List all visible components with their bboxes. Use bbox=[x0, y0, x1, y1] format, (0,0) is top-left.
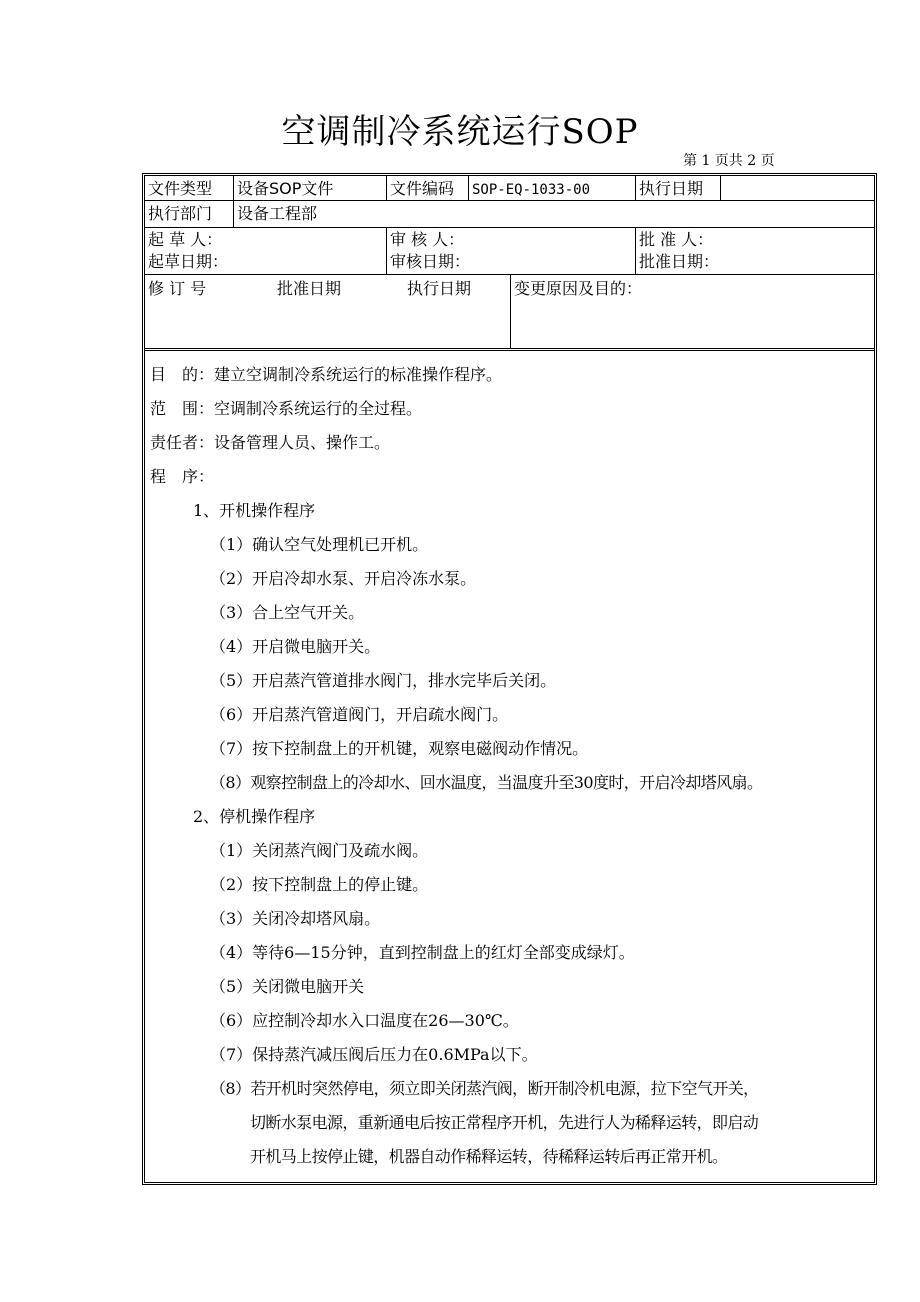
drafter-label: 起 草 人： bbox=[148, 230, 223, 249]
responsible: 责任者：设备管理人员、操作工。 bbox=[150, 433, 391, 452]
exec-date-label: 执行日期 bbox=[639, 179, 704, 198]
list-item: （6）开启蒸汽管道阀门，开启疏水阀门。 bbox=[210, 705, 509, 724]
change-reason-label: 变更原因及目的： bbox=[514, 279, 643, 298]
divider bbox=[720, 176, 721, 200]
review-date-label: 审核日期： bbox=[390, 252, 471, 271]
dept-value: 设备工程部 bbox=[237, 204, 318, 223]
divider bbox=[386, 227, 387, 274]
doc-type-label: 文件类型 bbox=[148, 179, 213, 198]
divider bbox=[145, 227, 874, 228]
approve-date-label: 批准日期： bbox=[639, 252, 720, 271]
divider bbox=[233, 200, 234, 227]
procedure-heading: 程 序： bbox=[150, 467, 215, 486]
approver-label: 批 准 人： bbox=[639, 230, 714, 249]
list-item: （8）观察控制盘上的冷却水、回水温度，当温度升至30度时，开启冷却塔风扇。 bbox=[210, 773, 763, 792]
list-item: （5）开启蒸汽管道排水阀门，排水完毕后关闭。 bbox=[210, 671, 557, 690]
list-item: （7）保持蒸汽减压阀后压力在0.6MPa以下。 bbox=[210, 1045, 538, 1064]
draft-date-label: 起草日期： bbox=[148, 252, 229, 271]
divider bbox=[233, 176, 234, 200]
document-title: 空调制冷系统运行SOP bbox=[281, 112, 639, 152]
list-item: （4）开启微电脑开关。 bbox=[210, 637, 381, 656]
list-item: （2）按下控制盘上的停止键。 bbox=[210, 875, 429, 894]
list-item: （1）确认空气处理机已开机。 bbox=[210, 535, 429, 554]
section-startup: 1、开机操作程序 bbox=[193, 501, 316, 520]
revision-approve-date-label: 批准日期 bbox=[277, 279, 342, 298]
dept-label: 执行部门 bbox=[148, 204, 213, 223]
divider bbox=[635, 227, 636, 274]
doc-code-label: 文件编码 bbox=[390, 179, 455, 198]
page-number: 第 1 页共 2 页 bbox=[683, 153, 775, 169]
list-item: （3）合上空气开关。 bbox=[210, 603, 365, 622]
revision-exec-date-label: 执行日期 bbox=[407, 279, 472, 298]
list-item-continuation: 开机马上按停止键，机器自动作稀释运转，待稀释运转后再正常开机。 bbox=[250, 1147, 728, 1166]
divider bbox=[510, 274, 511, 348]
divider bbox=[468, 176, 469, 200]
revision-number-label: 修 订 号 bbox=[148, 279, 207, 298]
divider bbox=[635, 176, 636, 200]
reviewer-label: 审 核 人： bbox=[390, 230, 465, 249]
list-item: （1）关闭蒸汽阀门及疏水阀。 bbox=[210, 841, 429, 860]
list-item: （2）开启冷却水泵、开启冷冻水泵。 bbox=[210, 569, 477, 588]
list-item: （6）应控制冷却水入口温度在26—30℃。 bbox=[210, 1011, 519, 1030]
doc-code-value: SOP-EQ-1033-00 bbox=[472, 182, 591, 198]
doc-type-value: 设备SOP文件 bbox=[237, 179, 334, 198]
list-item: （7）按下控制盘上的开机键，观察电磁阀动作情况。 bbox=[210, 739, 589, 758]
list-item: （4）等待6—15分钟，直到控制盘上的红灯全部变成绿灯。 bbox=[210, 943, 635, 962]
list-item-continuation: 切断水泵电源，重新通电后按正常程序开机，先进行人为稀释运转，即启动 bbox=[250, 1113, 759, 1132]
scope: 范 围：空调制冷系统运行的全过程。 bbox=[150, 399, 423, 418]
purpose: 目 的：建立空调制冷系统运行的标准操作程序。 bbox=[150, 365, 503, 384]
section-shutdown: 2、停机操作程序 bbox=[193, 807, 316, 826]
divider bbox=[145, 200, 874, 201]
divider bbox=[386, 176, 387, 200]
list-item: （5）关闭微电脑开关 bbox=[210, 977, 365, 996]
list-item: （3）关闭冷却塔风扇。 bbox=[210, 909, 381, 928]
list-item: （8）若开机时突然停电，须立即关闭蒸汽阀，断开制冷机电源，拉下空气开关， bbox=[210, 1079, 759, 1098]
divider bbox=[145, 348, 874, 351]
